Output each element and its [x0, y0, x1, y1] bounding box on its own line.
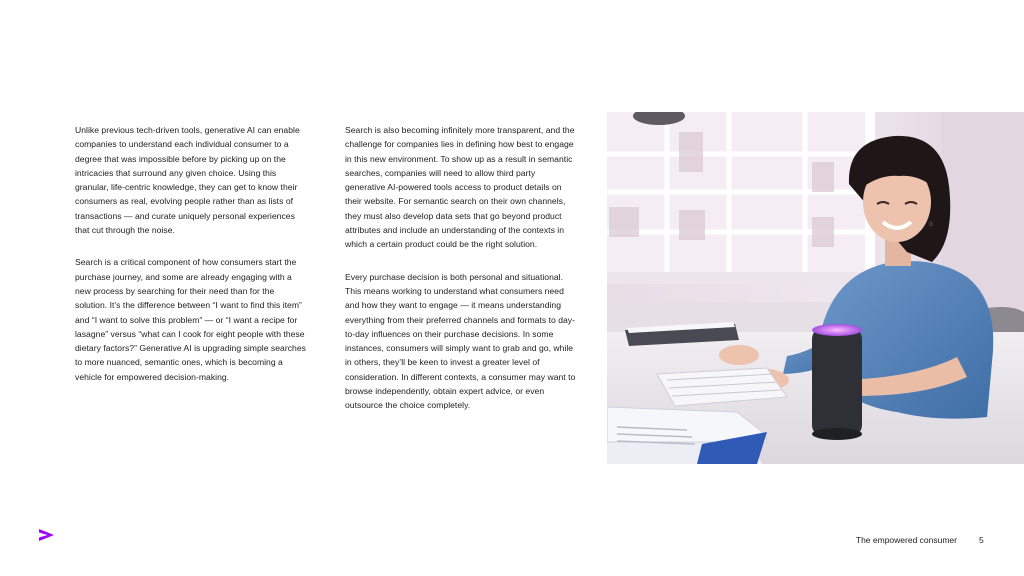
left-text-column	[75, 123, 307, 402]
photo-woman-at-laptop	[607, 112, 1024, 464]
middle-text-column	[345, 123, 577, 431]
brand-chevron-icon	[37, 525, 57, 545]
footer-title: The empowered consumer	[855, 535, 957, 545]
paragraph: Unlike previous tech-driven tools, generative AI can enable companies to understand each individual consumer to a degree that was impossible before by picking up on the intricacies that surround any given choice. Using this granular, life-centric knowledge, they can get to know their consumers as real, evolving people rather than as lists of transactions — and curate uniquely personal experiences that cut through the noise.	[75, 125, 300, 236]
paragraph: Every purchase decision is both personal and situational. This means working to understand what consumers need and how they want to engage — it means understanding everything from their preferred channels and formats to day-to-day influences on their purchase decisions. In some instances, consumers will simply want to grab and go, while in others, they’ll be keen to invest a greater level of consideration. In different contexts, a consumer may want to browse independently, obtain expert advice, or even outsource the choice completely.	[345, 271, 576, 411]
paragraph: Search is also becoming infinitely more transparent, and the challenge for companies lies in defining how best to engage in this new environment. To show up as a result in semantic searches, companies will need to allow third party generative AI-powered tools access to product details on their website. For semantic search on their own channels, they must also develop data sets that go beyond product attributes and include an understanding of the contexts in which a certain product could be the right solution.	[345, 125, 575, 250]
photo-illustration	[607, 112, 1024, 464]
paragraph: Search is a critical component of how consumers start the purchase journey, and some are already engaging with a new process by searching for their need than for the solution. It’s the difference between “I want to find this item” and “I want to solve this problem” — or “I want a recipe for lasagne” versus “what can I cook for eight people with these dietary factors?” Generative AI is upgrading simple searches to more nuanced, semantic ones, which is becoming a vehicle for empowered decision-making.	[75, 257, 306, 382]
page-number: 5	[979, 535, 984, 545]
